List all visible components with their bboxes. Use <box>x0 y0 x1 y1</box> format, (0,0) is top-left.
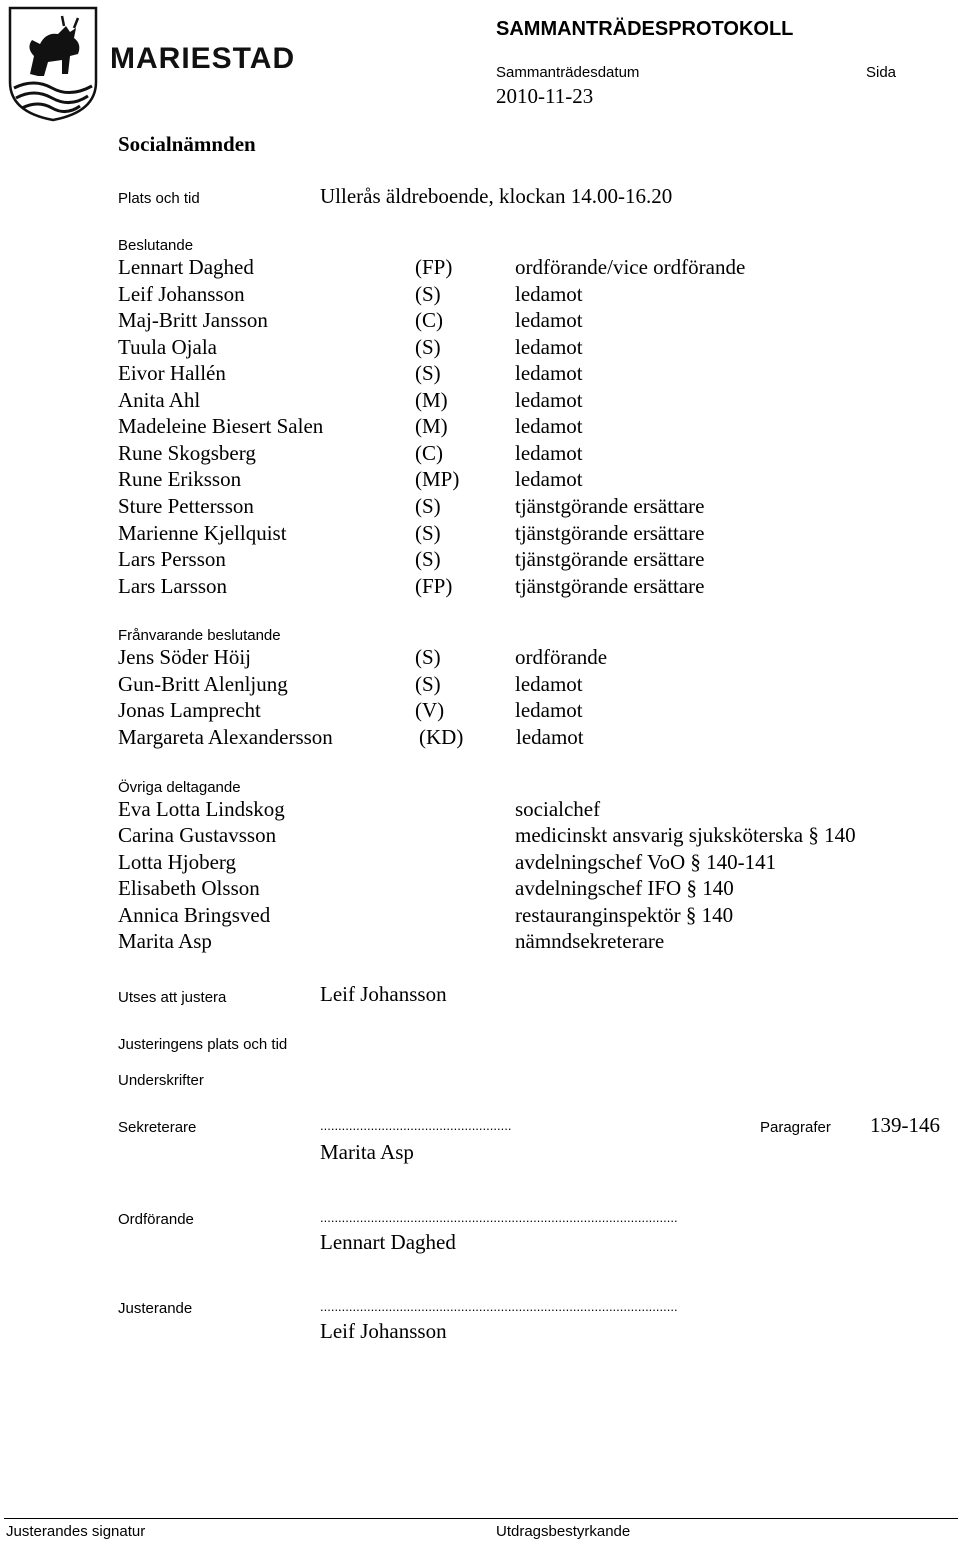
member-role: ledamot <box>515 388 583 412</box>
meeting-date-value: 2010-11-23 <box>496 84 594 108</box>
secretary-name: Marita Asp <box>320 1140 414 1164</box>
participant-role: nämndsekreterare <box>515 929 665 953</box>
member-role: ledamot <box>515 672 583 696</box>
absent-row <box>118 725 958 752</box>
member-role: ledamot <box>515 441 583 465</box>
member-name: Maj-Britt Jansson <box>118 308 268 332</box>
member-name: Tuula Ojala <box>118 335 217 359</box>
member-row <box>118 414 958 441</box>
member-role: ledamot <box>515 335 583 359</box>
member-party: (KD) <box>419 725 464 749</box>
member-row <box>118 494 958 521</box>
participant-row <box>118 823 958 850</box>
member-name: Madeleine Biesert Salen <box>118 414 324 438</box>
member-party: (S) <box>415 672 441 696</box>
member-name: Jonas Lamprecht <box>118 698 261 722</box>
member-name: Lars Larsson <box>118 574 228 598</box>
participant-row <box>118 929 958 956</box>
member-name: Gun-Britt Alenljung <box>118 672 288 696</box>
signatures-label: Underskrifter <box>118 1072 204 1089</box>
absent-row <box>118 698 958 725</box>
member-party: (S) <box>415 361 441 385</box>
member-row <box>118 521 958 548</box>
member-party: (S) <box>415 547 441 571</box>
member-role: ordförande <box>515 645 608 669</box>
member-row <box>118 467 958 494</box>
member-row <box>118 308 958 335</box>
footer-extract-certification: Utdragsbestyrkande <box>496 1523 631 1540</box>
others-label: Övriga deltagande <box>118 779 241 796</box>
absent-row <box>118 672 958 699</box>
member-party: (S) <box>415 335 441 359</box>
member-name: Leif Johansson <box>118 282 245 306</box>
member-role: tjänstgörande ersättare <box>515 547 705 571</box>
participant-role: socialchef <box>515 797 601 821</box>
member-name: Anita Ahl <box>118 388 201 412</box>
participant-name: Marita Asp <box>118 929 212 953</box>
member-row <box>118 441 958 468</box>
member-role: ordförande/vice ordförande <box>515 255 746 279</box>
member-row <box>118 282 958 309</box>
member-role: ledamot <box>516 725 584 749</box>
member-name: Lennart Daghed <box>118 255 254 279</box>
adjuster-sign-label: Justerande <box>118 1300 193 1317</box>
chair-name: Lennart Daghed <box>320 1230 456 1254</box>
member-row <box>118 335 958 362</box>
adjuster-sign-name: Leif Johansson <box>320 1319 447 1343</box>
adjuster-signature-line: ................................................................................................... <box>320 1299 678 1314</box>
member-row <box>118 547 958 574</box>
participant-row <box>118 903 958 930</box>
municipality-logo <box>4 4 296 122</box>
member-party: (FP) <box>415 255 453 279</box>
absent-row <box>118 645 958 672</box>
participant-row <box>118 876 958 903</box>
member-party: (C) <box>415 441 443 465</box>
adjuster-name: Leif Johansson <box>320 982 447 1006</box>
logo-wordmark: MARIESTAD <box>110 42 296 75</box>
paragraphs-label: Paragrafer <box>760 1119 831 1136</box>
adjust-place-label: Justeringens plats och tid <box>118 1036 288 1053</box>
member-name: Rune Eriksson <box>118 467 242 491</box>
committee-title: Socialnämnden <box>118 132 256 156</box>
member-party: (V) <box>415 698 445 722</box>
member-role: ledamot <box>515 467 583 491</box>
member-party: (M) <box>415 414 448 438</box>
decision-makers-label: Beslutande <box>118 237 194 254</box>
member-role: tjänstgörande ersättare <box>515 574 705 598</box>
member-party: (FP) <box>415 574 453 598</box>
member-row <box>118 388 958 415</box>
member-party: (S) <box>415 521 441 545</box>
member-party: (M) <box>415 388 448 412</box>
document-title: SAMMANTRÄDESPROTOKOLL <box>496 18 794 40</box>
footer-rule <box>4 1518 958 1519</box>
place-value: Ullerås äldreboende, klockan 14.00-16.20 <box>320 184 673 208</box>
member-name: Eivor Hallén <box>118 361 226 385</box>
place-label: Plats och tid <box>118 190 200 207</box>
participant-role: medicinskt ansvarig sjuksköterska § 140 <box>515 823 856 847</box>
meeting-date-label: Sammanträdesdatum <box>496 64 640 81</box>
participant-name: Elisabeth Olsson <box>118 876 260 900</box>
participant-row <box>118 850 958 877</box>
paragraphs-value: 139-146 <box>870 1113 940 1137</box>
member-party: (S) <box>415 282 441 306</box>
participant-role: avdelningschef VoO § 140-141 <box>515 850 777 874</box>
secretary-label: Sekreterare <box>118 1119 197 1136</box>
chair-signature-line: ................................................................................................... <box>320 1210 678 1225</box>
participant-name: Carina Gustavsson <box>118 823 277 847</box>
member-role: ledamot <box>515 698 583 722</box>
member-name: Jens Söder Höij <box>118 645 251 669</box>
member-name: Sture Pettersson <box>118 494 254 518</box>
member-role: tjänstgörande ersättare <box>515 521 705 545</box>
member-name: Margareta Alexandersson <box>118 725 333 749</box>
member-row <box>118 255 958 282</box>
member-role: ledamot <box>515 414 583 438</box>
participant-role: avdelningschef IFO § 140 <box>515 876 734 900</box>
member-role: ledamot <box>515 308 583 332</box>
participant-name: Eva Lotta Lindskog <box>118 797 285 821</box>
member-row <box>118 361 958 388</box>
member-party: (S) <box>415 494 441 518</box>
member-role: ledamot <box>515 282 583 306</box>
participant-role: restauranginspektör § 140 <box>515 903 734 927</box>
participant-name: Lotta Hjoberg <box>118 850 237 874</box>
footer-adjuster-signature: Justerandes signatur <box>6 1523 146 1540</box>
member-name: Lars Persson <box>118 547 226 571</box>
member-role: tjänstgörande ersättare <box>515 494 705 518</box>
page-label: Sida <box>866 64 897 81</box>
member-name: Marienne Kjellquist <box>118 521 287 545</box>
participant-name: Annica Bringsved <box>118 903 271 927</box>
member-row <box>118 574 958 601</box>
adjuster-label: Utses att justera <box>118 989 227 1006</box>
member-role: ledamot <box>515 361 583 385</box>
member-party: (MP) <box>415 467 460 491</box>
chair-label: Ordförande <box>118 1211 194 1228</box>
secretary-signature-line: ..................................................... <box>320 1118 512 1133</box>
absent-label: Frånvarande beslutande <box>118 627 281 644</box>
member-name: Rune Skogsberg <box>118 441 256 465</box>
member-party: (S) <box>415 645 441 669</box>
member-party: (C) <box>415 308 443 332</box>
participant-row <box>118 797 958 824</box>
